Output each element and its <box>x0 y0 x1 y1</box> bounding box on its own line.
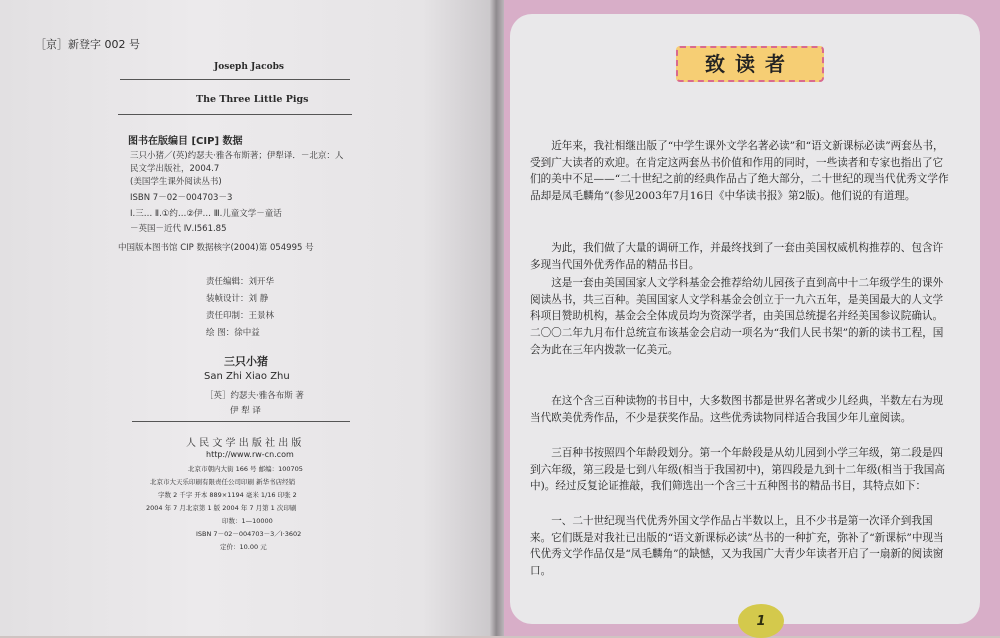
book-author: ［英］约瑟夫·雅各布斯 著 <box>205 391 304 401</box>
cip-line: 中国版本图书馆 CIP 数据核字(2004)第 054995 号 <box>118 243 314 253</box>
divider <box>132 421 350 422</box>
cip-line: Ⅰ.三… Ⅱ.①约…②伊… Ⅲ.儿童文学－童话 <box>130 209 282 219</box>
publisher-name: 人 民 文 学 出 版 社 出 版 <box>186 438 302 449</box>
preface-paragraph: 一、二十世纪现当代优秀外国文学作品占半数以上，且不少书是第一次译介到我国来。它们既是对我社已出版的“语文新课标必读”丛书的一种扩充，弥补了“新课标”中现当代优秀文学作品仅是“凤毛麟角”的缺憾，又为我国广大青少年读者开启了一扇新的阅读窗口。 <box>530 515 944 578</box>
book-title-pinyin: San Zhi Xiao Zhu <box>204 371 290 382</box>
preface-paragraph: 近年来，我社相继出版了“中学生课外文学名著必读”和“语文新课标必读”两套丛书，受到广大读者的欢迎。在肯定这两套丛书价值和作用的同时，一些读者和专家也指出了它们的美中不足——“二十世纪之前的经典作品占了绝大部分，二十世纪的现当代优秀文学作品却是凤毛麟角”(参见2003年7月16日《中华读书报》第2版)。他们说的有道理。 <box>530 140 949 203</box>
title-english: The Three Little Pigs <box>196 94 309 105</box>
credit-line: 责任印制：王景林 <box>206 311 275 321</box>
cip-line: (美国学生课外阅读丛书) <box>130 177 222 187</box>
price: 定价：10.00 元 <box>220 543 267 551</box>
credit-line: 装帧设计：刘 静 <box>206 294 269 304</box>
printer-info: 北京市大天乐印刷有限责任公司印刷 新华书店经销 <box>150 478 296 486</box>
credit-line: 绘 图：徐中益 <box>206 328 260 338</box>
book-gutter <box>490 0 504 636</box>
preface-paragraph: 为此，我们做了大量的调研工作，并最终找到了一套由美国权威机构推荐的、包含许多现当代国外优秀作品的精品书目。 <box>530 242 944 271</box>
preface-heading-box <box>676 46 824 82</box>
cip-line: ISBN 7－02－004703－3 <box>130 193 233 203</box>
cip-line: 民文学出版社，2004.7 <box>130 164 220 174</box>
preface-paragraph: 三百种书按照四个年龄段划分。第一个年龄段是从幼儿园到小学三年级，第二段是四到六年级，第三段是七到八年级(相当于我国初中)，第四段是九到十二年级(相当于我国高中)。经过反复论证推敲，我们筛选出一个含三十五种图书的精品书目，其特点如下： <box>530 447 945 493</box>
preface-paragraph: 在这个含三百种读物的书目中，大多数图书都是世界名著或少儿经典，半数左右为现当代欧美优秀作品，不少是获奖作品。这些优秀读物同样适合我国少年儿童阅读。 <box>530 395 944 424</box>
preface-paragraph: 这是一套由美国国家人文学科基金会推荐给幼儿园孩子直到高中十二年级学生的课外阅读丛书，共三百种。美国国家人文学科基金会创立于一九六五年，是美国最大的人文学科项目赞助机构，基金会全体成员均为资深学者，由美国总统提名并经美国参议院确认。二〇〇二年九月布什总统宣布该基金会启动一项名为“我们人民书架”的新的读书工程，国会为此在三年内拨款一亿美元。 <box>530 277 944 356</box>
cip-heading: 图书在版编目 [CIP] 数据 <box>128 136 243 147</box>
cip-line: 三只小猪／(英)约瑟夫·雅各布斯著；伊犁译．－北京：人 <box>130 151 344 161</box>
credit-line: 责任编辑：刘开华 <box>206 277 275 287</box>
author-english: Joseph Jacobs <box>214 62 284 72</box>
page-number: 1 <box>756 614 766 629</box>
publisher-website: http://www.rw-cn.com <box>206 450 294 459</box>
book-translator: 伊 犁 译 <box>230 406 261 416</box>
print-run: 印数：1—10000 <box>222 517 273 525</box>
page-number-badge <box>738 604 784 638</box>
publisher-address: 北京市朝内大街 166 号 邮编：100705 <box>188 465 303 473</box>
format-specs: 字数 2 千字 开本 889×1194 毫米 1/16 印张 2 <box>158 491 297 499</box>
preface-heading: 致读者 <box>705 52 795 76</box>
book-title-chinese: 三只小猪 <box>224 355 268 368</box>
publisher-registration: ［京］新登字 002 号 <box>35 38 140 51</box>
divider <box>120 79 350 80</box>
edition-info: 2004 年 7 月北京第 1 版 2004 年 7 月第 1 次印刷 <box>146 504 297 512</box>
isbn-code: ISBN 7－02－004703－3／I·3602 <box>196 530 302 538</box>
divider <box>118 114 352 115</box>
cip-line: －英国－近代 Ⅳ.I561.85 <box>130 224 227 234</box>
